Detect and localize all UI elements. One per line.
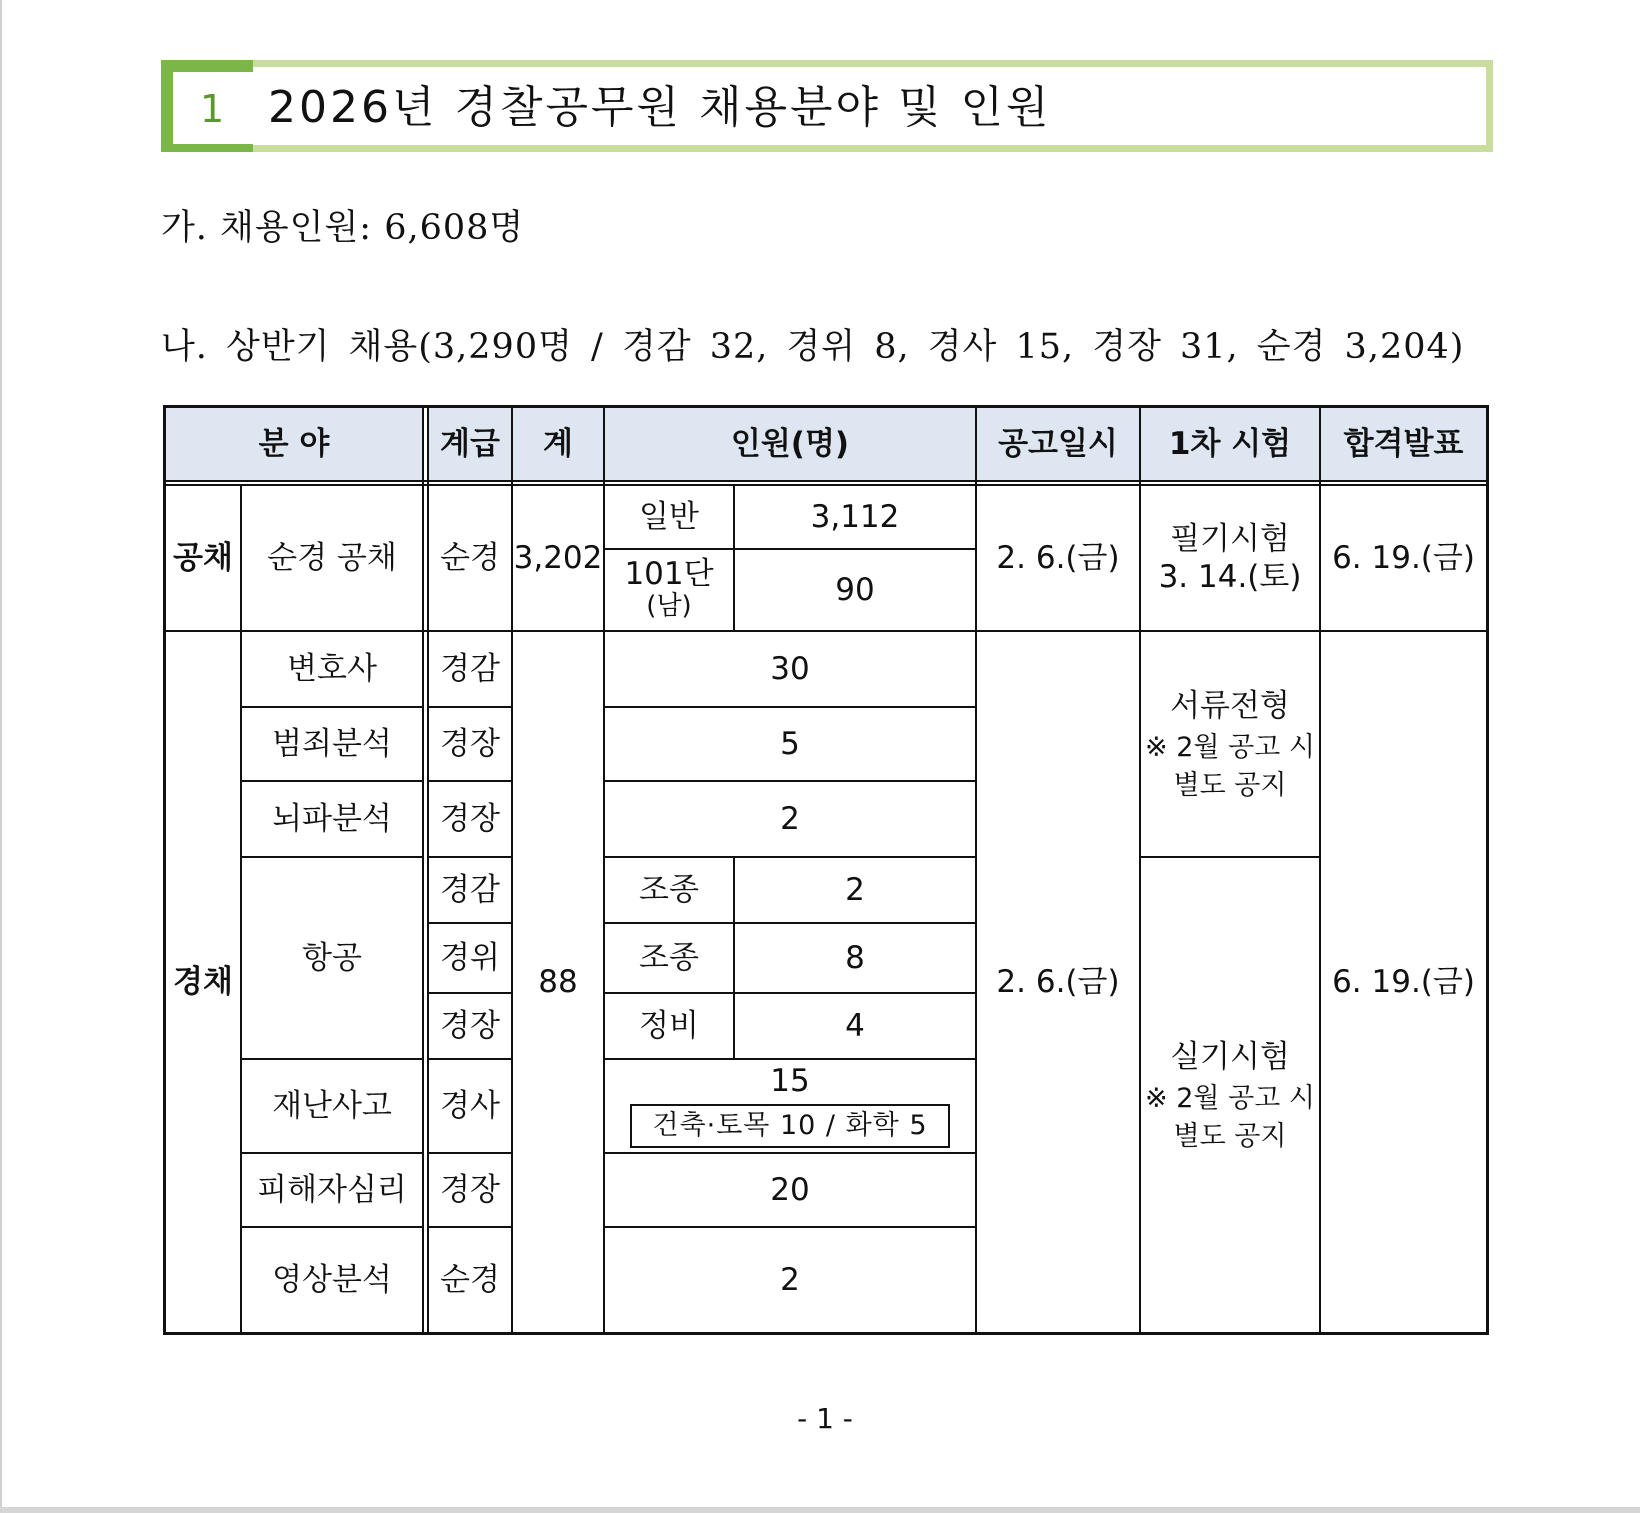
first-half-recruitment: 나. 상반기 채용(3,290명 / 경감 32, 경위 8, 경사 15, 경장 31, 순경 3,204) <box>161 327 1465 367</box>
exam-gongchae <box>1141 486 1319 630</box>
group-gongchae: 공채 <box>173 540 233 576</box>
type-aviation-1: 조종 <box>639 872 699 908</box>
count-disaster-cell <box>605 1060 975 1152</box>
header-grade: 계급 <box>429 408 511 480</box>
grade-aviation-3: 경장 <box>440 1008 500 1044</box>
hline-r3-grade <box>429 856 511 858</box>
hline-gongchae-end <box>166 630 1486 632</box>
exam-document <box>1141 632 1319 856</box>
grade-victim-psychology: 경장 <box>440 1172 500 1208</box>
count-victim-psychology: 20 <box>770 1172 810 1208</box>
vline-exam <box>1319 408 1321 1332</box>
grade-eeg-analysis: 경장 <box>440 801 500 837</box>
exam-practical <box>1141 858 1319 1332</box>
count-disaster: 15 <box>770 1063 810 1099</box>
count-aviation-2: 8 <box>845 940 865 976</box>
exam-document-note2: 별도 공지 <box>1173 770 1287 801</box>
page-edge-bottom <box>0 1507 1640 1513</box>
hline-dis-field <box>242 1152 422 1154</box>
field-eeg-analysis: 뇌파분석 <box>272 801 392 837</box>
exam-document-title: 서류전형 <box>1170 688 1290 724</box>
vline-grade <box>511 408 513 1332</box>
hline-av-end-count <box>605 1058 975 1060</box>
exam-gongchae-date: 3. 14.(토) <box>1158 559 1302 595</box>
vline-count <box>975 408 977 1332</box>
count-eeg-analysis: 2 <box>780 801 800 837</box>
hline-r2-field <box>242 780 422 782</box>
page-edge <box>0 0 2 1513</box>
grade-lawyer: 경감 <box>440 651 500 687</box>
count-lawyer: 30 <box>770 651 810 687</box>
count-aviation-3: 4 <box>845 1008 865 1044</box>
section-title: 2026년 경찰공무원 채용분야 및 인원 <box>268 82 1052 133</box>
hline-gongchae-mid <box>605 548 975 550</box>
type-general: 일반 <box>639 499 699 535</box>
hline-vic-field <box>242 1226 422 1228</box>
vline-notice <box>1139 408 1141 1332</box>
field-crime-analysis: 범죄분석 <box>272 726 392 762</box>
field-video-analysis: 영상분석 <box>272 1262 392 1298</box>
hline-exam-split <box>1141 856 1319 858</box>
grade-aviation-1: 경감 <box>440 872 500 908</box>
field-victim-psychology: 피해자심리 <box>257 1172 407 1208</box>
hline-dis-count <box>605 1152 975 1154</box>
count-crime-analysis: 5 <box>780 726 800 762</box>
exam-practical-title: 실기시험 <box>1170 1039 1290 1075</box>
disaster-detail: 건축·토목 10 / 화학 5 <box>630 1104 949 1148</box>
type-aviation-2: 조종 <box>639 940 699 976</box>
notice-gyeongchae: 2. 6.(금) <box>996 964 1120 1000</box>
field-aviation: 항공 <box>302 940 362 976</box>
grade-gongchae: 순경 <box>440 540 500 576</box>
group-gyeongchae: 경채 <box>173 964 233 1000</box>
hline-r1-grade <box>429 706 511 708</box>
hline-vic-count <box>605 1226 975 1228</box>
recruitment-table <box>163 405 1489 1335</box>
type-101-label: 101단 <box>624 556 714 592</box>
vline-type-aviation <box>733 858 735 1058</box>
hline-vic-grade <box>429 1226 511 1228</box>
page-number: - 1 - <box>797 1402 853 1435</box>
result-gyeongchae: 6. 19.(금) <box>1332 964 1475 1000</box>
hline-r3-field <box>242 856 422 858</box>
notice-gongchae: 2. 6.(금) <box>996 540 1120 576</box>
hline-r3-count <box>605 856 975 858</box>
hline-av1-count <box>605 922 975 924</box>
result-gongchae: 6. 19.(금) <box>1332 540 1475 576</box>
hline-av2-grade <box>429 992 511 994</box>
vline-total <box>603 408 605 1332</box>
type-101-sub: (남) <box>646 591 692 621</box>
header-field: 분 야 <box>166 408 422 480</box>
field-disaster: 재난사고 <box>272 1088 392 1124</box>
section-number: 1 <box>200 87 225 131</box>
hline-av-end-field <box>242 1058 422 1060</box>
grade-crime-analysis: 경장 <box>440 726 500 762</box>
hline-r1-field <box>242 706 422 708</box>
header-result: 합격발표 <box>1321 408 1486 480</box>
exam-document-note1: ※ 2월 공고 시 <box>1145 732 1315 763</box>
hline-r1-count <box>605 706 975 708</box>
header-notice-date: 공고일시 <box>977 408 1139 480</box>
type-aviation-3: 정비 <box>639 1008 699 1044</box>
hline-av2-count <box>605 992 975 994</box>
field-lawyer: 변호사 <box>287 651 377 687</box>
hline-r2-count <box>605 780 975 782</box>
exam-practical-note2: 별도 공지 <box>1173 1121 1287 1152</box>
header-total: 계 <box>513 408 603 480</box>
hline-av1-grade <box>429 922 511 924</box>
vline-type-gongchae <box>733 486 735 630</box>
type-101 <box>605 550 733 630</box>
count-aviation-1: 2 <box>845 872 865 908</box>
count-general: 3,112 <box>810 499 900 535</box>
grade-video-analysis: 순경 <box>440 1262 500 1298</box>
count-video-analysis: 2 <box>780 1262 800 1298</box>
grade-aviation-2: 경위 <box>440 940 500 976</box>
total-gongchae: 3,202 <box>513 540 603 576</box>
hline-dis-grade <box>429 1152 511 1154</box>
header-first-exam: 1차 시험 <box>1141 408 1319 480</box>
vline-field-double <box>422 408 429 1332</box>
hline-r2-grade <box>429 780 511 782</box>
count-101: 90 <box>835 572 875 608</box>
exam-gongchae-title: 필기시험 <box>1170 521 1290 557</box>
grade-disaster: 경사 <box>440 1088 500 1124</box>
exam-practical-note1: ※ 2월 공고 시 <box>1145 1083 1315 1114</box>
header-count: 인원(명) <box>605 408 975 480</box>
hline-av-end-grade <box>429 1058 511 1060</box>
vline-group <box>240 486 242 1332</box>
recruitment-total: 가. 채용인원: 6,608명 <box>161 208 525 248</box>
total-gyeongchae: 88 <box>538 964 578 1000</box>
field-gongchae: 순경 공채 <box>267 540 397 576</box>
